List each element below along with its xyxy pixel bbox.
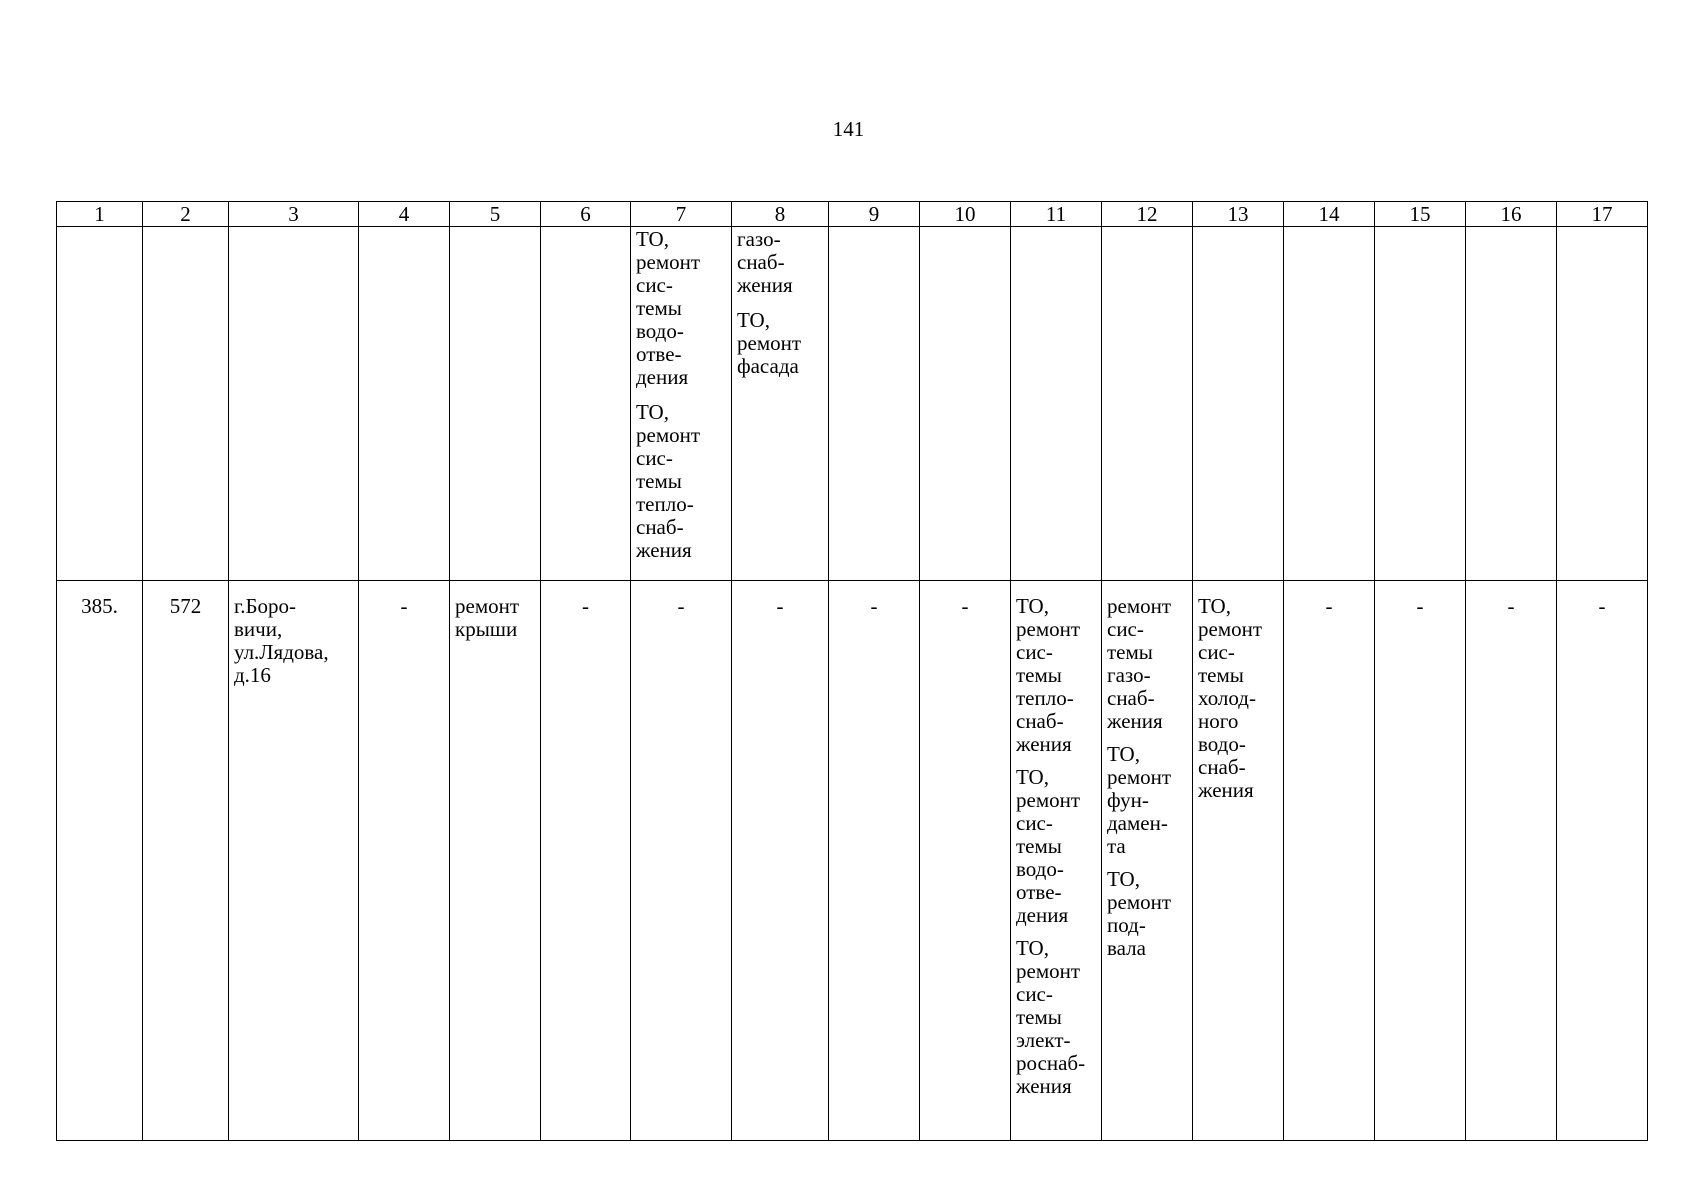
column-header: 7 — [631, 202, 732, 227]
column-header: 2 — [143, 202, 229, 227]
table-cell — [57, 227, 143, 581]
table-cell — [450, 227, 541, 581]
table-cell — [829, 227, 920, 581]
header-row — [57, 202, 1648, 227]
column-header: 12 — [1102, 202, 1193, 227]
works-table — [56, 201, 1648, 1141]
table-cell: - — [1375, 581, 1466, 1141]
table-cell: - — [1466, 581, 1557, 1141]
work-entry: ТО, ремонт сис- темы тепло- снаб- жения — [1016, 594, 1081, 756]
table-cell: - — [732, 581, 829, 1141]
table-cell — [631, 227, 732, 581]
column-header: 1 — [57, 202, 143, 227]
table-cell: - — [541, 581, 631, 1141]
column-header: 8 — [732, 202, 829, 227]
table-cell — [920, 227, 1011, 581]
table-cell: ТО, ремонт сис- темы холод- ного водо- снаб- жения — [1193, 581, 1284, 1141]
row-number: 385. — [57, 581, 143, 1141]
table-cell — [229, 227, 359, 581]
table-cell: - — [359, 581, 450, 1141]
column-header: 16 — [1466, 202, 1557, 227]
table-cell — [1011, 581, 1102, 1141]
work-entry: ТО, ремонт сис- темы тепло- снаб- жения — [636, 400, 701, 562]
work-entry: ТО, ремонт сис- темы водо- отве- дения — [1016, 765, 1081, 927]
table-cell — [1466, 227, 1557, 581]
table-cell — [1557, 227, 1648, 581]
column-header: 10 — [920, 202, 1011, 227]
table-cell — [1375, 227, 1466, 581]
table-cell — [541, 227, 631, 581]
work-entry: ТО, ремонт сис- темы водо- отве- дения — [636, 227, 701, 389]
table-cell — [1284, 227, 1375, 581]
table-cell — [1011, 227, 1102, 581]
object-id: 572 — [143, 581, 229, 1141]
table-cell — [1193, 227, 1284, 581]
work-entry: ТО, ремонт фасада — [737, 308, 802, 378]
table-row — [57, 581, 1648, 1141]
column-header: 15 — [1375, 202, 1466, 227]
table-cell — [1102, 581, 1193, 1141]
table-row-continued — [57, 227, 1648, 581]
work-entry: ТО, ремонт фун- дамен- та — [1107, 742, 1172, 858]
work-entry: ТО, ремонт под- вала — [1107, 867, 1172, 960]
table-cell: - — [1284, 581, 1375, 1141]
column-header: 4 — [359, 202, 450, 227]
table-cell: - — [1557, 581, 1648, 1141]
table-cell: - — [829, 581, 920, 1141]
work-entry: газо- снаб- жения — [737, 227, 793, 297]
page-number: 141 — [832, 117, 865, 141]
column-header: 5 — [450, 202, 541, 227]
column-header: 11 — [1011, 202, 1102, 227]
address: г.Боро- вичи, ул.Лядова, д.16 — [229, 581, 359, 1141]
table-cell — [732, 227, 829, 581]
table-cell — [359, 227, 450, 581]
table-cell: - — [631, 581, 732, 1141]
column-header: 17 — [1557, 202, 1648, 227]
table-cell — [1102, 227, 1193, 581]
column-header: 13 — [1193, 202, 1284, 227]
table-cell: - — [920, 581, 1011, 1141]
table-cell: ремонт крыши — [450, 581, 541, 1141]
work-entry: ремонт сис- темы газо- снаб- жения — [1107, 594, 1172, 733]
column-header: 14 — [1284, 202, 1375, 227]
column-header: 3 — [229, 202, 359, 227]
column-header: 9 — [829, 202, 920, 227]
table-cell — [143, 227, 229, 581]
column-header: 6 — [541, 202, 631, 227]
work-entry: ТО, ремонт сис- темы элект- роснаб- жения — [1016, 936, 1086, 1098]
